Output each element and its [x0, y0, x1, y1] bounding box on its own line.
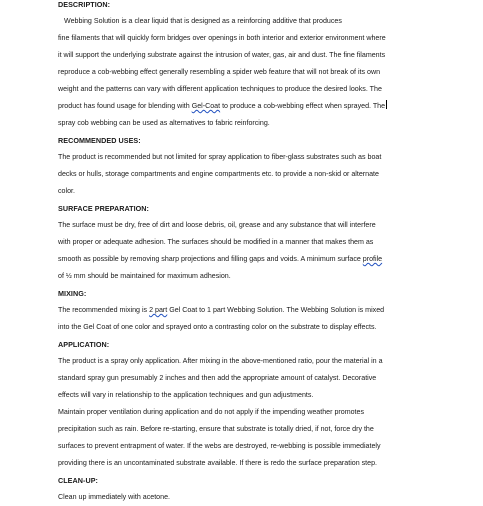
description-line-6-post: to produce a cob-webbing effect when sprayed. The	[220, 102, 386, 110]
heading-application: APPLICATION:	[58, 340, 110, 349]
mixing-line-1-pre: The recommended mixing is	[58, 306, 150, 314]
mixing-line-1-post: Gel Coat to 1 part Webbing Solution. The Webbing Solution is mixed	[167, 306, 385, 314]
profile-grammar-flag[interactable]: profile	[362, 255, 383, 263]
surface-preparation-line-4: of ½ mm should be maintained for maximum adhesion.	[58, 272, 231, 280]
application-line-5: precipitation such as rain. Before re-starting, ensure that substrate is totally dried, if not, force dry the	[58, 425, 374, 433]
application-line-1: The product is a spray only application. After mixing in the above-mentioned ratio, pour the material in a	[58, 357, 383, 365]
recommended-uses-line-3: color.	[58, 187, 75, 195]
description-line-2: fine filaments that will quickly form bridges over openings in both interior and exterior environment where	[58, 34, 386, 42]
gel-coat-spelling-flag[interactable]: Gel-Coat	[191, 102, 221, 110]
description-line-3: it will support the underlying substrate against the intrusion of water, gas, air and dust. The fine filaments	[58, 51, 386, 59]
application-line-6: surfaces to prevent entrapment of water. If the webs are destroyed, re-webbing is possible immediately	[58, 442, 381, 450]
description-line-4: reproduce a cob-webbing effect generally resembling a spider web feature that will not break of its own	[58, 68, 381, 76]
recommended-uses-line-2: decks or hulls, storage compartments and engine compartments etc. to provide a non-skid or alternate	[58, 170, 379, 178]
surface-preparation-line-3	[58, 251, 463, 268]
recommended-uses-line-1: The product is recommended but not limited for spray application to fiber-glass substrates such as boat	[58, 153, 382, 161]
heading-recommended-uses: RECOMMENDED USES:	[58, 136, 141, 145]
text-cursor	[386, 100, 387, 109]
heading-description: DESCRIPTION:	[58, 0, 111, 9]
surface-preparation-line-1: The surface must be dry, free of dirt and loose debris, oil, grease and any substance that will interfere	[58, 221, 376, 229]
application-line-7: providing there is an uncontaminated substrate available. If there is redo the surface preparation step.	[58, 459, 378, 467]
two-part-grammar-flag[interactable]: 2 part	[149, 306, 168, 314]
description-line-6	[58, 98, 463, 115]
description-line-7: spray cob webbing can be used as alternatives to fabric reinforcing.	[58, 119, 270, 127]
mixing-line-1	[58, 302, 463, 319]
application-line-4: Maintain proper ventilation during application and do not apply if the impending weather promotes	[58, 408, 365, 416]
clean-up-line: Clean up immediately with acetone.	[58, 493, 170, 501]
description-line-5: weight and the patterns can vary with different application techniques to produce the desired looks. The	[58, 85, 382, 93]
mixing-line-2: into the Gel Coat of one color and sprayed onto a contrasting color on the substrate to display effects.	[58, 323, 377, 331]
description-line-1: Webbing Solution is a clear liquid that is designed as a reinforcing additive that produces	[64, 17, 342, 25]
surface-preparation-line-3-pre: smooth as possible by removing sharp projections and filling gaps and voids. A minimum surface	[58, 255, 363, 263]
description-line-6-pre: product has found usage for blending with	[58, 102, 192, 110]
heading-mixing: MIXING:	[58, 289, 87, 298]
heading-surface-preparation: SURFACE PREPARATION:	[58, 204, 149, 213]
application-line-2: standard spray gun presumably 2 inches and then add the appropriate amount of catalyst. Decorative	[58, 374, 377, 382]
application-line-3: effects will vary in relationship to the application techniques and gun adjustments.	[58, 391, 314, 399]
surface-preparation-line-2: with proper or adequate adhesion. The surfaces should be modified in a manner that makes them as	[58, 238, 374, 246]
heading-clean-up: CLEAN-UP:	[58, 476, 98, 485]
